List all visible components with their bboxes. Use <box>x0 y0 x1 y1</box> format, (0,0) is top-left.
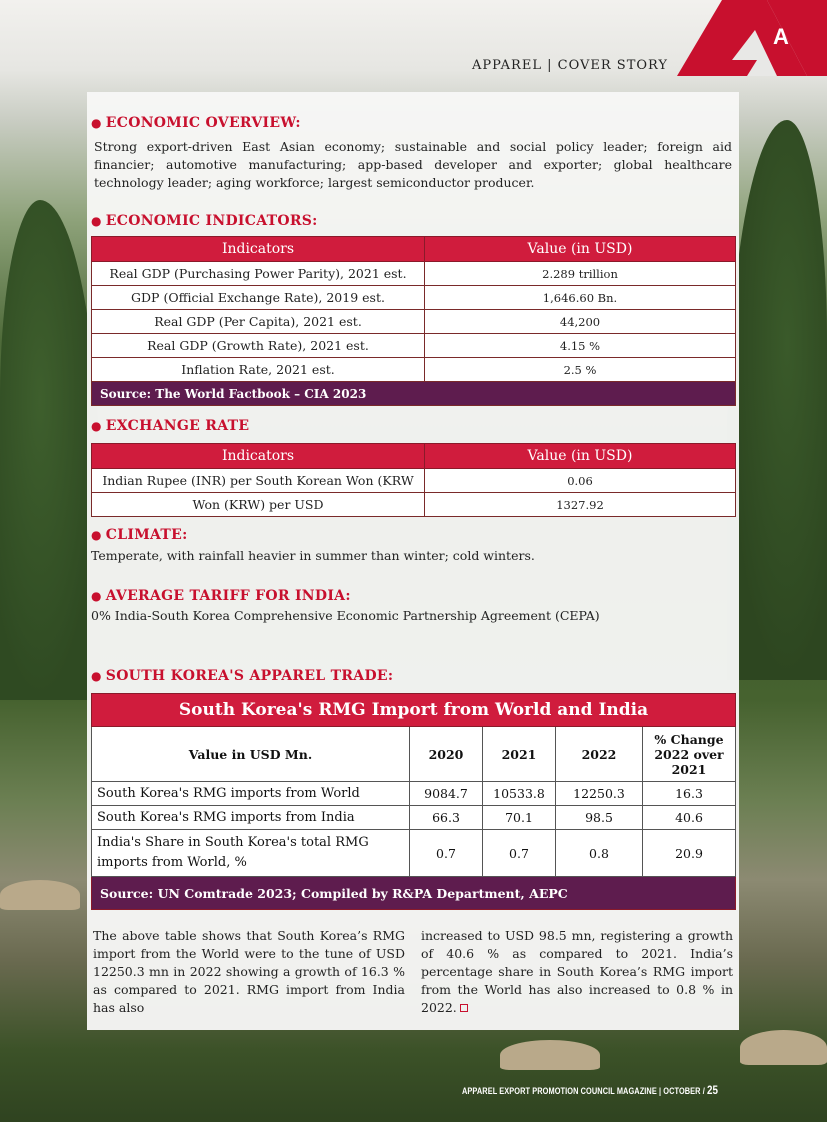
page-footer: APPAREL EXPORT PROMOTION COUNCIL MAGAZINE | OCTOBER / 25 <box>462 1083 719 1097</box>
table-row <box>92 334 736 358</box>
section-label: APPAREL | COVER STORY <box>471 58 668 73</box>
rmg-table-title: South Korea's RMG Import from World and India <box>92 694 736 727</box>
value-cell: 70.1 <box>483 806 556 830</box>
economic-indicators-heading: ● ECONOMIC INDICATORS: <box>91 213 318 229</box>
column-header: Value (in USD) <box>425 237 736 262</box>
value-cell: 0.06 <box>425 469 736 493</box>
indicator-cell: Real GDP (Per Capita), 2021 est. <box>92 310 425 334</box>
value-cell: 0.7 <box>410 830 483 877</box>
economic-overview-text: Strong export-driven East Asian economy; sustainable and social policy leader; foreign aid financier; automotive manufacturing; app-based developer and exporter; global healthcare technology leader; aging workforce; largest semiconductor producer. <box>94 139 732 190</box>
exchange-rate-heading: ● EXCHANGE RATE <box>91 418 250 434</box>
table-row <box>92 469 736 493</box>
summary-column-2: increased to USD 98.5 mn, registering a growth of 40.6 % as compared to 2021. India’s percentage share in South Korea’s RMG import from the World has also increased to 0.8 % in 2022. <box>421 928 733 1015</box>
table-row <box>92 286 736 310</box>
indicator-cell: Inflation Rate, 2021 est. <box>92 358 425 382</box>
indicator-cell: GDP (Official Exchange Rate), 2019 est. <box>92 286 425 310</box>
row-label: South Korea's RMG imports from India <box>92 806 410 830</box>
column-header: Value (in USD) <box>425 444 736 469</box>
column-header: 2022 <box>556 727 643 782</box>
table-row <box>92 358 736 382</box>
value-cell: 0.8 <box>556 830 643 877</box>
table-row <box>92 310 736 334</box>
value-cell: 2.5 % <box>425 358 736 382</box>
background-roof <box>740 1030 827 1065</box>
climate-heading: ● CLIMATE: <box>91 527 188 543</box>
end-mark-icon <box>460 1004 468 1012</box>
value-cell: 44,200 <box>425 310 736 334</box>
value-cell: 2.289 trillion <box>425 262 736 286</box>
summary-column-1: The above table shows that South Korea’s RMG import from the World were to the tune of USD 12250.3 mn in 2022 showing a growth of 16.3 % as compared to 2021. RMG import from India has also <box>93 928 405 1015</box>
value-cell: 20.9 <box>643 830 736 877</box>
tariff-text: 0% India-South Korea Comprehensive Economic Partnership Agreement (CEPA) <box>91 608 600 623</box>
column-header: % Change 2022 over 2021 <box>643 727 736 782</box>
column-header: 2021 <box>483 727 556 782</box>
indicator-cell: Real GDP (Purchasing Power Parity), 2021 est. <box>92 262 425 286</box>
table-row <box>92 830 736 877</box>
row-label: India's Share in South Korea's total RMG imports from World, % <box>92 830 410 877</box>
page-number: 25 <box>707 1083 719 1097</box>
exchange-rate-table <box>91 443 736 517</box>
value-cell: 98.5 <box>556 806 643 830</box>
value-cell: 9084.7 <box>410 782 483 806</box>
table-row <box>92 782 736 806</box>
column-header: Indicators <box>92 237 425 262</box>
table-row <box>92 806 736 830</box>
rmg-import-table <box>91 693 736 910</box>
value-cell: 66.3 <box>410 806 483 830</box>
value-cell: 1,646.60 Bn. <box>425 286 736 310</box>
economic-indicators-table <box>91 236 736 406</box>
background-roof <box>0 880 80 910</box>
column-header: Indicators <box>92 444 425 469</box>
apparel-trade-heading: ● SOUTH KOREA'S APPAREL TRADE: <box>91 668 394 684</box>
indicator-cell: Real GDP (Growth Rate), 2021 est. <box>92 334 425 358</box>
table-row <box>92 262 736 286</box>
column-header: Value in USD Mn. <box>92 727 410 782</box>
value-cell: 4.15 % <box>425 334 736 358</box>
value-cell: 16.3 <box>643 782 736 806</box>
value-cell: 0.7 <box>483 830 556 877</box>
value-cell: 10533.8 <box>483 782 556 806</box>
row-label: South Korea's RMG imports from World <box>92 782 410 806</box>
table-source: Source: UN Comtrade 2023; Compiled by R&PA Department, AEPC <box>92 877 736 910</box>
climate-text: Temperate, with rainfall heavier in summer than winter; cold winters. <box>91 548 535 563</box>
logo-letter: A <box>773 24 789 49</box>
indicator-cell: Indian Rupee (INR) per South Korean Won (KRW <box>92 469 425 493</box>
column-header: 2020 <box>410 727 483 782</box>
indicator-cell: Won (KRW) per USD <box>92 493 425 517</box>
background-roof <box>500 1040 600 1070</box>
magazine-logo-icon <box>677 0 827 76</box>
value-cell: 1327.92 <box>425 493 736 517</box>
value-cell: 12250.3 <box>556 782 643 806</box>
table-row <box>92 493 736 517</box>
economic-overview-heading: ● ECONOMIC OVERVIEW: <box>91 115 301 131</box>
value-cell: 40.6 <box>643 806 736 830</box>
table-source: Source: The World Factbook – CIA 2023 <box>92 382 736 406</box>
tariff-heading: ● AVERAGE TARIFF FOR INDIA: <box>91 588 351 604</box>
